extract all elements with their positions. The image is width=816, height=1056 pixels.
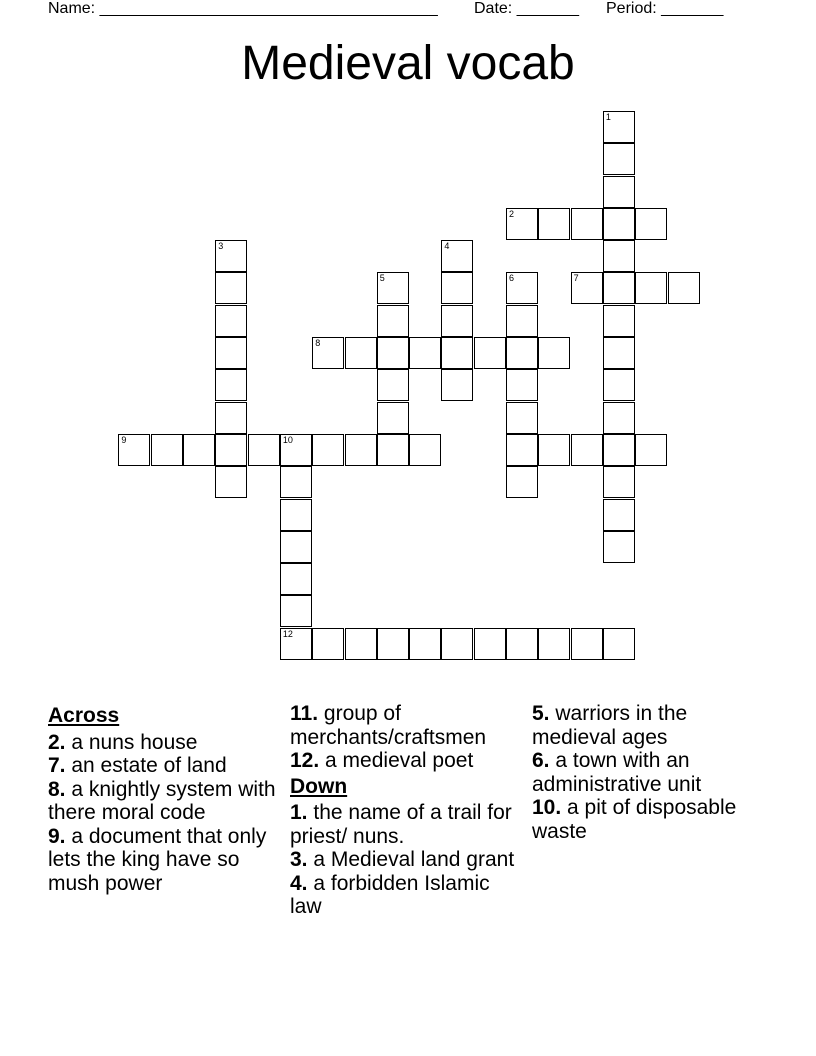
- clue-number: 2.: [48, 730, 66, 754]
- crossword-cell: [603, 337, 635, 369]
- clue-number: 3.: [290, 848, 308, 871]
- clue-number-label: 12: [282, 628, 293, 639]
- crossword-cell: [377, 434, 409, 466]
- clue-text: an estate of land: [71, 754, 227, 777]
- crossword-cell: [312, 628, 344, 660]
- down-heading: Down: [290, 774, 348, 798]
- clue-text: a forbidden Islamic law: [290, 871, 490, 918]
- clue-number-label: 1: [605, 111, 611, 122]
- crossword-cell: [280, 595, 312, 627]
- crossword-cell: [506, 337, 538, 369]
- clue-number-label: 3: [218, 241, 224, 252]
- crossword-cell: [377, 402, 409, 434]
- clue-across-8: [48, 778, 283, 825]
- crossword-cell-9: [118, 434, 150, 466]
- crossword-cell: [377, 628, 409, 660]
- page-title: Medieval vocab: [241, 37, 575, 90]
- crossword-cell: [474, 337, 506, 369]
- crossword-cell: [603, 531, 635, 563]
- crossword-cell: [538, 337, 570, 369]
- crossword-cell-12: [280, 628, 312, 660]
- crossword-cell: [603, 499, 635, 531]
- clue-number-label: 7: [573, 273, 579, 284]
- clue-number: 4.: [290, 871, 308, 895]
- clue-down-4: [290, 872, 525, 919]
- crossword-cell: [603, 143, 635, 175]
- crossword-cell: [215, 272, 247, 304]
- name-field-label: Name: ______________________________________: [48, 0, 438, 17]
- clue-across-7: [48, 754, 283, 778]
- clue-text: warriors in the medieval ages: [532, 702, 688, 749]
- crossword-cell: [248, 434, 280, 466]
- crossword-cell: [635, 208, 667, 240]
- period-field-label: Period: _______: [606, 0, 724, 17]
- clue-number: 5.: [532, 702, 550, 725]
- crossword-cell: [506, 628, 538, 660]
- clue-number: 11.: [290, 702, 319, 725]
- clues-column-3: [532, 702, 767, 843]
- crossword-cell: [345, 628, 377, 660]
- crossword-cell: [506, 466, 538, 498]
- clue-text: a medieval poet: [325, 749, 474, 772]
- clue-across-12: [290, 749, 525, 773]
- crossword-cell: [215, 402, 247, 434]
- clue-text: a nuns house: [71, 730, 198, 754]
- crossword-cell: [603, 466, 635, 498]
- crossword-cell: [441, 272, 473, 304]
- crossword-cell: [409, 337, 441, 369]
- crossword-cell: [635, 272, 667, 304]
- clue-text: a knightly system with there moral code: [48, 777, 276, 824]
- crossword-cell: [280, 466, 312, 498]
- clue-number: 7.: [48, 754, 66, 777]
- crossword-cell: [603, 240, 635, 272]
- clue-number: 12.: [290, 749, 320, 772]
- crossword-cell: [506, 305, 538, 337]
- crossword-cell: [280, 563, 312, 595]
- crossword-cell-8: [312, 337, 344, 369]
- clue-across-11: [290, 702, 525, 749]
- clue-number-label: 6: [509, 273, 515, 284]
- crossword-cell-7: [571, 272, 603, 304]
- clue-number-label: 4: [444, 241, 450, 252]
- crossword-cell: [215, 434, 247, 466]
- crossword-cell: [603, 208, 635, 240]
- clue-text: a document that only lets the king have so mush power: [48, 824, 267, 895]
- crossword-cell: [474, 628, 506, 660]
- clue-across-9: [48, 825, 283, 896]
- clue-text: a pit of disposable waste: [532, 796, 737, 843]
- crossword-cell: [571, 434, 603, 466]
- clue-number: 1.: [290, 801, 308, 824]
- clue-number: 8.: [48, 777, 66, 801]
- crossword-cell: [215, 466, 247, 498]
- crossword-cell-2: [506, 208, 538, 240]
- clue-number-label: 10: [282, 434, 293, 445]
- across-heading: Across: [48, 704, 120, 727]
- clue-text: a town with an administrative unit: [532, 749, 702, 796]
- crossword-cell: [571, 208, 603, 240]
- crossword-cell: [571, 628, 603, 660]
- crossword-cell: [280, 499, 312, 531]
- clue-down-1: [290, 801, 525, 848]
- crossword-cell: [345, 434, 377, 466]
- crossword-cell: [603, 434, 635, 466]
- clue-number-label: 8: [315, 338, 321, 348]
- clue-across-2: [48, 731, 283, 755]
- crossword-cell: [538, 434, 570, 466]
- crossword-cell: [215, 305, 247, 337]
- crossword-cell: [441, 628, 473, 660]
- crossword-cell-6: [506, 272, 538, 304]
- clues-column-2: [290, 702, 525, 919]
- crossword-cell: [603, 628, 635, 660]
- crossword-cell: [635, 434, 667, 466]
- crossword-cell-3: [215, 240, 247, 272]
- crossword-cell: [538, 208, 570, 240]
- crossword-cell: [603, 305, 635, 337]
- clue-number: 10.: [532, 796, 562, 819]
- crossword-cell: [409, 434, 441, 466]
- clue-number-label: 5: [379, 273, 385, 284]
- crossword-cell: [377, 369, 409, 401]
- crossword-cell-5: [377, 272, 409, 304]
- clue-down-3: [290, 848, 525, 872]
- clue-text: a Medieval land grant: [313, 848, 515, 871]
- clue-down-5: [532, 702, 767, 749]
- clues-column-1: [48, 702, 283, 895]
- clue-down-10: [532, 796, 767, 843]
- crossword-cell: [603, 369, 635, 401]
- crossword-cell: [538, 628, 570, 660]
- crossword-cell: [377, 337, 409, 369]
- crossword-cell: [409, 628, 441, 660]
- crossword-cell: [280, 531, 312, 563]
- clue-text: the name of a trail for priest/ nuns.: [290, 801, 512, 848]
- clue-number: 9.: [48, 824, 66, 848]
- crossword-cell: [603, 402, 635, 434]
- crossword-cell: [603, 176, 635, 208]
- crossword-cell: [441, 337, 473, 369]
- clue-text: group of merchants/craftsmen: [290, 702, 487, 749]
- clue-number-label: 2: [509, 208, 515, 219]
- crossword-cell: [215, 369, 247, 401]
- crossword-cell: [441, 369, 473, 401]
- crossword-cell: [377, 305, 409, 337]
- crossword-cell: [506, 369, 538, 401]
- crossword-cell: [668, 272, 700, 304]
- crossword-cell: [183, 434, 215, 466]
- clue-number-label: 9: [121, 434, 127, 445]
- crossword-cell: [506, 402, 538, 434]
- crossword-cell: [441, 305, 473, 337]
- clue-down-6: [532, 749, 767, 796]
- crossword-cell: [345, 337, 377, 369]
- crossword-cell: [151, 434, 183, 466]
- crossword-cell: [215, 337, 247, 369]
- clue-number: 6.: [532, 749, 550, 772]
- crossword-cell: [312, 434, 344, 466]
- crossword-cell-10: [280, 434, 312, 466]
- crossword-cell-1: [603, 111, 635, 143]
- crossword-cell-4: [441, 240, 473, 272]
- crossword-cell: [603, 272, 635, 304]
- crossword-cell: [506, 434, 538, 466]
- date-field-label: Date: _______: [474, 0, 579, 17]
